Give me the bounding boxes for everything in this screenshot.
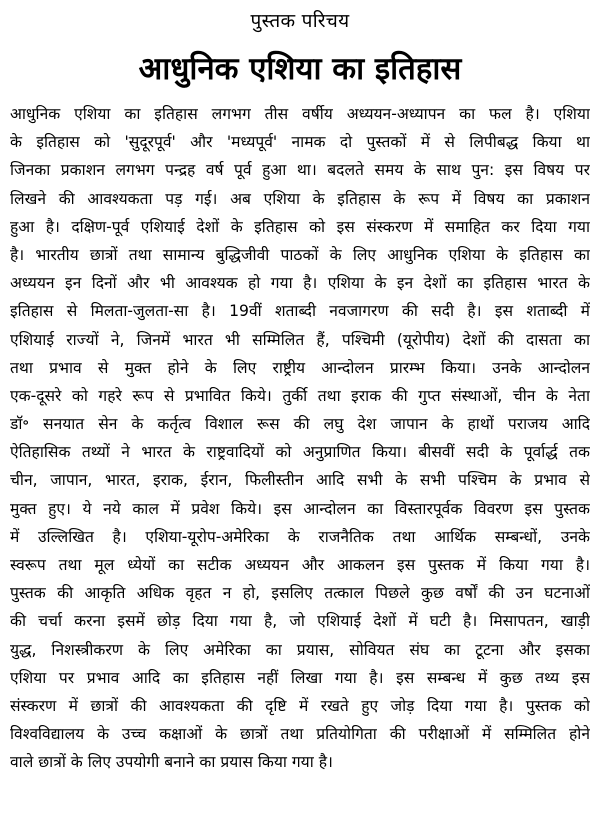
book-title: आधुनिक एशिया का इतिहास	[138, 51, 462, 87]
paragraph-line: युद्ध, निशस्त्रीकरण के लिए अमेरिका का प्रयास, सोवियत संघ का टूटना और इसका	[10, 640, 590, 659]
paragraph-line: डॉ॰ सनयात सेन के कर्तृत्व विशाल रूस की लघु देश जापान के हाथों पराजय आदि	[10, 415, 590, 434]
paragraph-line: है। भारतीय छात्रों तथा सामान्य बुद्धिजीवी पाठकों के लिए आधुनिक एशिया के इतिहास का	[10, 245, 590, 264]
paragraph-line: एशियाई राज्यों ने, जिनमें भारत भी सम्मिलित हैं, पश्चिमी (यूरोपीय) देशों की दासता का	[10, 330, 590, 349]
paragraph-line: अध्ययन इन दिनों और भी आवश्यक हो गया है। एशिया के इन देशों का इतिहास भारत के	[10, 274, 590, 293]
paragraph-line: पुस्तक की आकृति अधिक वृहत न हो, इसलिए तत्काल पिछले कुछ वर्षों की उन घटनाओं	[10, 584, 590, 603]
paragraph-line: स्वरूप तथा मूल ध्येयों का सटीक अध्ययन और आकलन इस पुस्तक में किया गया है।	[10, 556, 590, 574]
paragraph-line: संस्करण में छात्रों की आवश्यकता की दृष्टि में रखते हुए जोड़ दिया गया है। पुस्तक को	[10, 696, 590, 715]
paragraph-line: वाले छात्रों के लिए उपयोगी बनाने का प्रयास किया गया है।	[10, 753, 333, 772]
paragraph-line: एशिया पर प्रभाव आदि का इतिहास नहीं लिखा गया है। इस सम्बन्ध में कुछ तथ्य इस	[10, 668, 590, 687]
introduction-paragraph	[10, 100, 590, 777]
paragraph-line: हुआ है। दक्षिण-पूर्व एशियाई देशों के इतिहास को इस संस्करण में समाहित कर दिया गया	[10, 217, 590, 236]
paragraph-line: में उल्लिखित है। एशिया-यूरोप-अमेरिका के राजनैतिक तथा आर्थिक सम्बन्धों, उनके	[10, 527, 590, 546]
paragraph-line: विश्वविद्यालय के उच्च कक्षाओं के छात्रों तथा प्रतियोगिता की परीक्षाओं में सम्मिलित होने	[10, 725, 590, 744]
paragraph-line: आधुनिक एशिया का इतिहास लगभग तीस वर्षीय अध्ययन-अध्यापन का फल है। एशिया	[10, 105, 590, 123]
paragraph-line: तथा प्रभाव से मुक्त होने के लिए राष्ट्रीय आन्दोलन प्रारम्भ किया। उनके आन्दोलन	[10, 358, 590, 377]
paragraph-line: एक-दूसरे को गहरे रूप से प्रभावित किये। तुर्की तथा इराक की गुप्त संस्थाओं, चीन के नेता	[10, 386, 590, 405]
section-subtitle: पुस्तक परिचय	[250, 10, 350, 32]
paragraph-line: लिखने की आवश्यकता पड़ गई। अब एशिया के इतिहास के रूप में विषय का प्रकाशन	[10, 189, 590, 208]
paragraph-line: इतिहास से मिलता-जुलता-सा है। 19वीं शताब्दी नवजागरण की सदी है। इस शताब्दी में	[10, 302, 590, 321]
paragraph-line: के इतिहास को 'सुदूरपूर्व' और 'मध्यपूर्व' नामक दो पुस्तकों में से लिपीबद्ध किया था	[10, 133, 590, 152]
paragraph-line: की चर्चा करना इसमें छोड़ दिया गया है, जो एशियाई देशों में घटी है। मिसापतन, खाड़ी	[10, 612, 590, 631]
paragraph-line: चीन, जापान, भारत, इराक, ईरान, फिलीस्तीन आदि सभी के सभी पश्चिम के प्रभाव से	[10, 471, 590, 490]
paragraph-line: मुक्त हुए। ये नये काल में प्रवेश किये। इस आन्दोलन का विस्तारपूर्वक विवरण इस पुस्तक	[10, 499, 590, 518]
paragraph-line: जिनका प्रकाशन लगभग पन्द्रह वर्ष पूर्व हुआ था। बदलते समय के साथ पुन: इस विषय पर	[10, 161, 590, 180]
paragraph-line: ऐतिहासिक तथ्यों ने भारत के राष्ट्रवादियों को अनुप्राणित किया। बीसवीं सदी के पूर्वार्द्ध तक	[10, 443, 590, 462]
